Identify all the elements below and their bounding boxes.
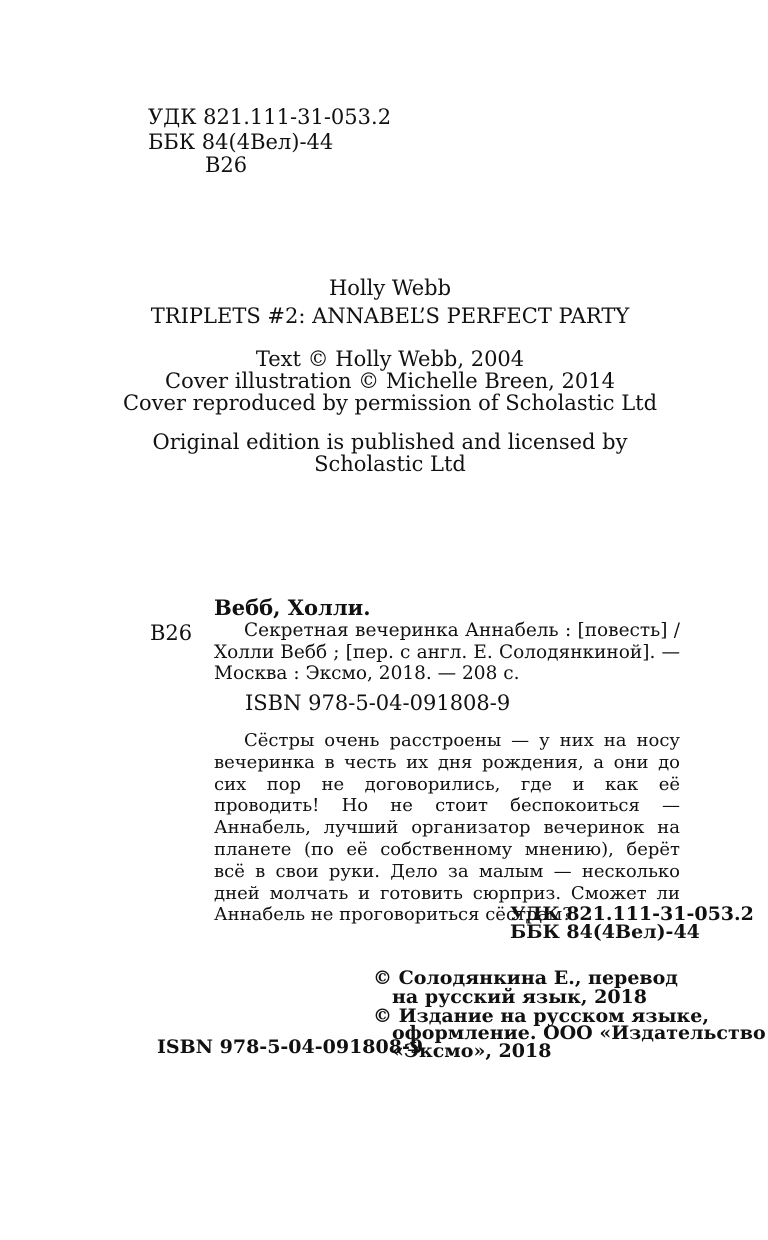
license-line: Original edition is published and licensed by (152, 430, 628, 454)
copyright-translation-cont: на русский язык, 2018 (392, 986, 647, 1008)
catalog-description: Секретная вечеринка Аннабель : [повесть] / Холли Вебб ; [пер. с англ. Е. Солодянкиной]. — Москва : Эксмо, 2018. — 208 с. (214, 620, 680, 684)
author-sign: В26 (205, 153, 248, 177)
original-author (120, 277, 660, 299)
original-copyright (120, 348, 660, 414)
catalog-sign: В26 (150, 621, 193, 645)
annotation-text: Сёстры очень расстроены — у них на носу вечеринка в честь их дня рождения, а они до сих пор не договорились, где и как её проводить! Но не стоит беспокоиться — Аннабель, лучший организатор вечеринок на планете (по её собственному мнению), берёт всё в свои руки. Дело за малым — несколько дней молчать и готовить сюрприз. Сможет ли Аннабель не проговориться сёстрам? (214, 730, 680, 926)
copyright-translation: © Солодянкина Е., перевод (373, 967, 678, 989)
udk-code: УДК 821.111-31-053.2 (148, 105, 392, 129)
original-author-name: Holly Webb (328, 276, 452, 300)
copyright-line: Cover reproduced by permission of Scholastic Ltd (122, 391, 658, 415)
copyright-publisher-cont2: «Эксмо», 2018 (392, 1040, 552, 1062)
copyright-publisher-cont: оформление. ООО «Издательство (392, 1022, 766, 1044)
original-title: TRIPLETS #2: ANNABEL’S PERFECT PARTY (150, 304, 630, 328)
original-title-block (120, 305, 660, 327)
copyright-line: Cover illustration © Michelle Breen, 2014 (165, 369, 615, 393)
license-info (120, 431, 660, 475)
annotation-bbk: ББК 84(4Вел)-44 (510, 921, 700, 943)
copyright-publisher: © Издание на русском языке, (373, 1005, 709, 1027)
footer-isbn: ISBN 978-5-04-091808-9 (157, 1036, 424, 1058)
license-line: Scholastic Ltd (314, 452, 466, 476)
copyright-line: Text © Holly Webb, 2004 (255, 347, 525, 371)
catalog-isbn: ISBN 978-5-04-091808-9 (245, 691, 511, 715)
bbk-code: ББК 84(4Вел)-44 (148, 130, 334, 154)
catalog-author-heading: Вебб, Холли. (214, 595, 371, 620)
annotation-udk: УДК 821.111-31-053.2 (510, 903, 754, 925)
